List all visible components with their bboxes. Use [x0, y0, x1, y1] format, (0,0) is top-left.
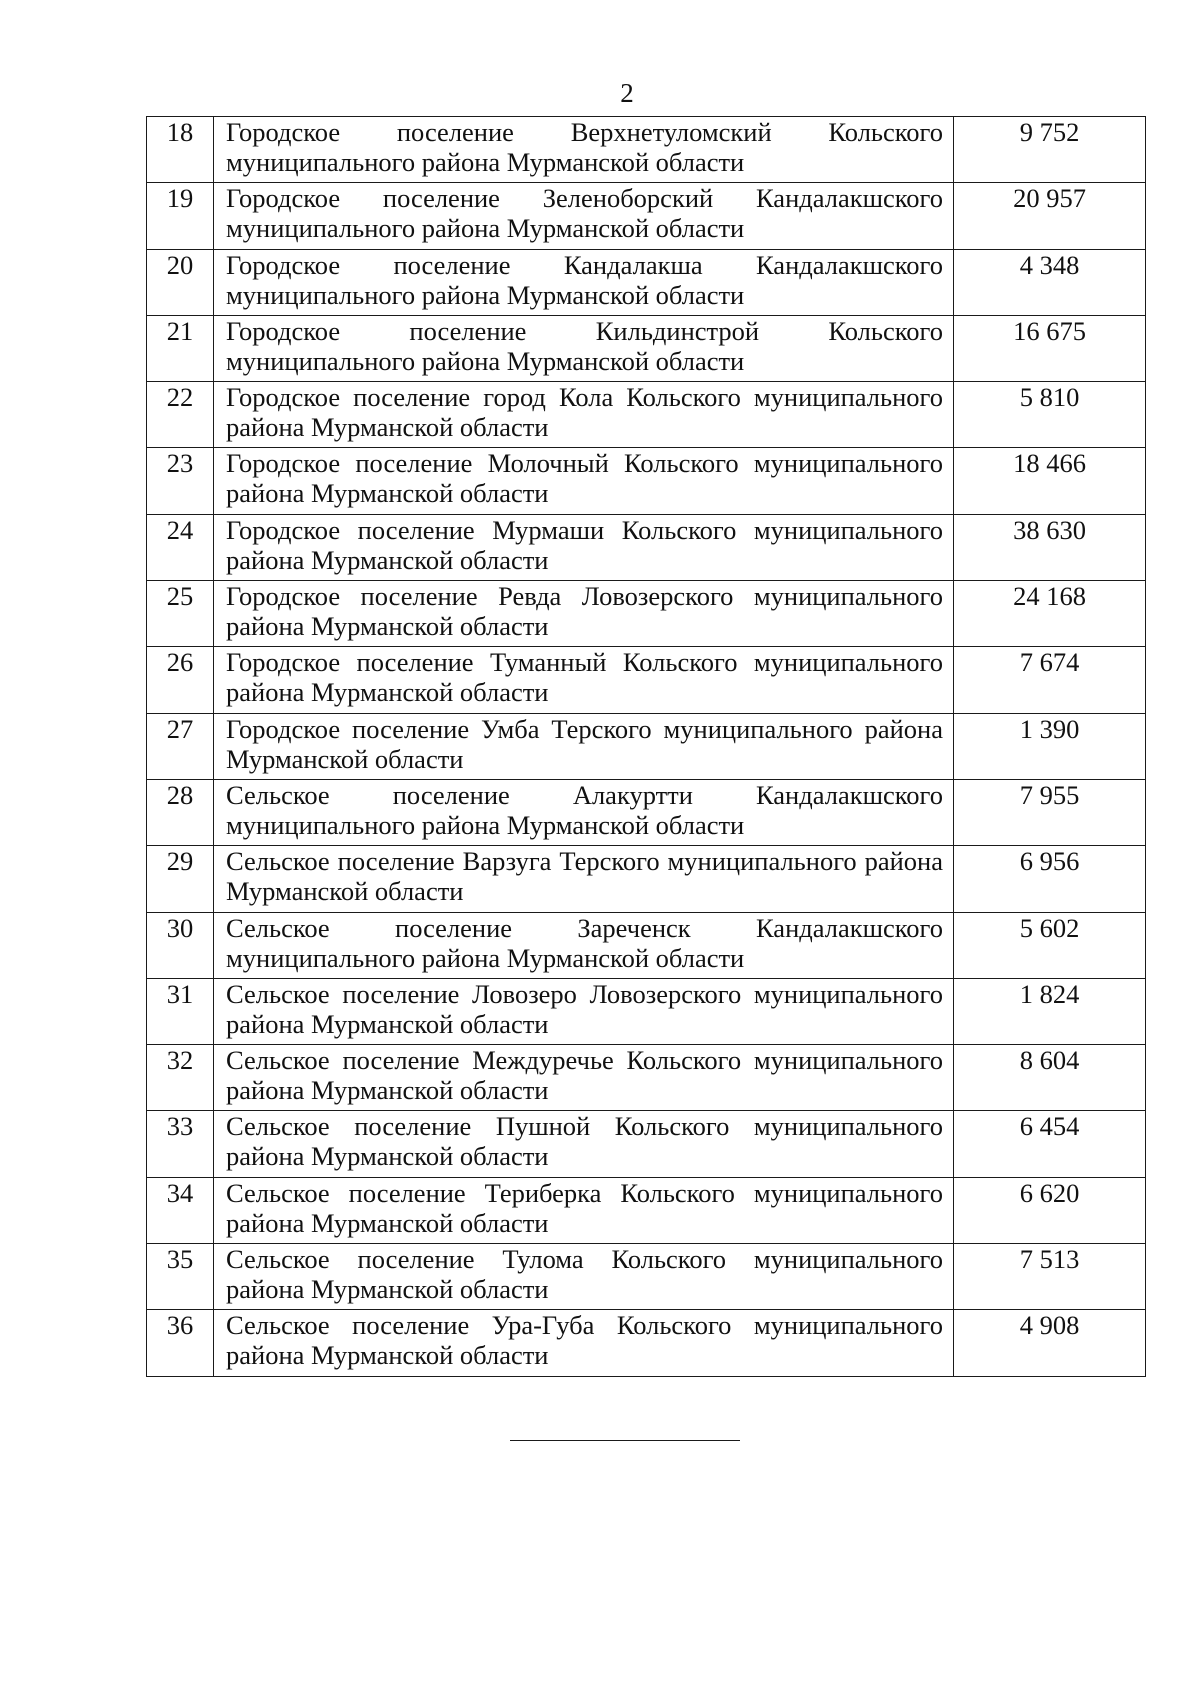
table-row	[147, 1045, 1146, 1111]
table-row	[147, 1177, 1146, 1243]
amount-cell: 16 675	[954, 315, 1146, 381]
row-number-cell: 20	[147, 249, 214, 315]
table-row	[147, 713, 1146, 779]
settlement-name-cell: Городское поселение Ревда Ловозерского муниципального района Мурманской области	[214, 581, 954, 647]
amount-cell: 5 810	[954, 382, 1146, 448]
table-row	[147, 1111, 1146, 1177]
amount-cell: 9 752	[954, 117, 1146, 183]
settlement-name-cell: Городское поселение Верхнетуломский Кольского муниципального района Мурманской области	[214, 117, 954, 183]
row-number-cell: 26	[147, 647, 214, 713]
table-row	[147, 1310, 1146, 1376]
row-number-cell: 31	[147, 978, 214, 1044]
settlement-name-cell: Городское поселение Мурмаши Кольского муниципального района Мурманской области	[214, 514, 954, 580]
settlement-name-cell: Сельское поселение Ура-Губа Кольского муниципального района Мурманской области	[214, 1310, 954, 1376]
amount-cell: 5 602	[954, 912, 1146, 978]
page-number: 2	[620, 78, 634, 108]
row-number-cell: 21	[147, 315, 214, 381]
amount-cell: 7 674	[954, 647, 1146, 713]
settlement-name-cell: Городское поселение Умба Терского муниципального района Мурманской области	[214, 713, 954, 779]
amount-cell: 20 957	[954, 183, 1146, 249]
table-row	[147, 249, 1146, 315]
settlement-name-cell: Сельское поселение Териберка Кольского муниципального района Мурманской области	[214, 1177, 954, 1243]
table-row	[147, 846, 1146, 912]
row-number-cell: 29	[147, 846, 214, 912]
amount-cell: 1 824	[954, 978, 1146, 1044]
settlement-name-cell: Сельское поселение Междуречье Кольского муниципального района Мурманской области	[214, 1045, 954, 1111]
amount-cell: 8 604	[954, 1045, 1146, 1111]
table-row	[147, 647, 1146, 713]
row-number-cell: 22	[147, 382, 214, 448]
row-number-cell: 34	[147, 1177, 214, 1243]
row-number-cell: 30	[147, 912, 214, 978]
settlement-name-cell: Сельское поселение Тулома Кольского муниципального района Мурманской области	[214, 1244, 954, 1310]
row-number-cell: 36	[147, 1310, 214, 1376]
table-row	[147, 183, 1146, 249]
row-number-cell: 32	[147, 1045, 214, 1111]
settlement-name-cell: Городское поселение город Кола Кольского муниципального района Мурманской области	[214, 382, 954, 448]
row-number-cell: 33	[147, 1111, 214, 1177]
amount-cell: 38 630	[954, 514, 1146, 580]
settlement-name-cell: Городское поселение Зеленоборский Кандалакшского муниципального района Мурманской области	[214, 183, 954, 249]
row-number-cell: 24	[147, 514, 214, 580]
settlement-name-cell: Сельское поселение Пушной Кольского муниципального района Мурманской области	[214, 1111, 954, 1177]
row-number-cell: 27	[147, 713, 214, 779]
table-row	[147, 514, 1146, 580]
settlement-name-cell: Сельское поселение Алакуртти Кандалакшского муниципального района Мурманской области	[214, 779, 954, 845]
amount-cell: 4 348	[954, 249, 1146, 315]
table-row	[147, 117, 1146, 183]
amount-cell: 6 620	[954, 1177, 1146, 1243]
settlement-name-cell: Сельское поселение Зареченск Кандалакшского муниципального района Мурманской области	[214, 912, 954, 978]
settlement-name-cell: Городское поселение Кильдинстрой Кольского муниципального района Мурманской области	[214, 315, 954, 381]
settlement-name-cell: Городское поселение Кандалакша Кандалакшского муниципального района Мурманской области	[214, 249, 954, 315]
table-row	[147, 912, 1146, 978]
settlement-name-cell: Городское поселение Молочный Кольского муниципального района Мурманской области	[214, 448, 954, 514]
row-number-cell: 19	[147, 183, 214, 249]
amount-cell: 7 513	[954, 1244, 1146, 1310]
settlement-name-cell: Городское поселение Туманный Кольского муниципального района Мурманской области	[214, 647, 954, 713]
row-number-cell: 35	[147, 1244, 214, 1310]
row-number-cell: 25	[147, 581, 214, 647]
table-row	[147, 382, 1146, 448]
table-row	[147, 315, 1146, 381]
settlements-table	[146, 116, 1146, 1377]
table-row	[147, 581, 1146, 647]
table-body	[147, 117, 1146, 1377]
amount-cell: 24 168	[954, 581, 1146, 647]
amount-cell: 1 390	[954, 713, 1146, 779]
table-row	[147, 779, 1146, 845]
row-number-cell: 23	[147, 448, 214, 514]
settlement-name-cell: Сельское поселение Варзуга Терского муниципального района Мурманской области	[214, 846, 954, 912]
amount-cell: 18 466	[954, 448, 1146, 514]
amount-cell: 6 454	[954, 1111, 1146, 1177]
row-number-cell: 18	[147, 117, 214, 183]
amount-cell: 6 956	[954, 846, 1146, 912]
table-row	[147, 978, 1146, 1044]
end-of-document-line	[510, 1440, 740, 1441]
amount-cell: 7 955	[954, 779, 1146, 845]
settlement-name-cell: Сельское поселение Ловозеро Ловозерского муниципального района Мурманской области	[214, 978, 954, 1044]
row-number-cell: 28	[147, 779, 214, 845]
amount-cell: 4 908	[954, 1310, 1146, 1376]
table-row	[147, 1244, 1146, 1310]
table-row	[147, 448, 1146, 514]
